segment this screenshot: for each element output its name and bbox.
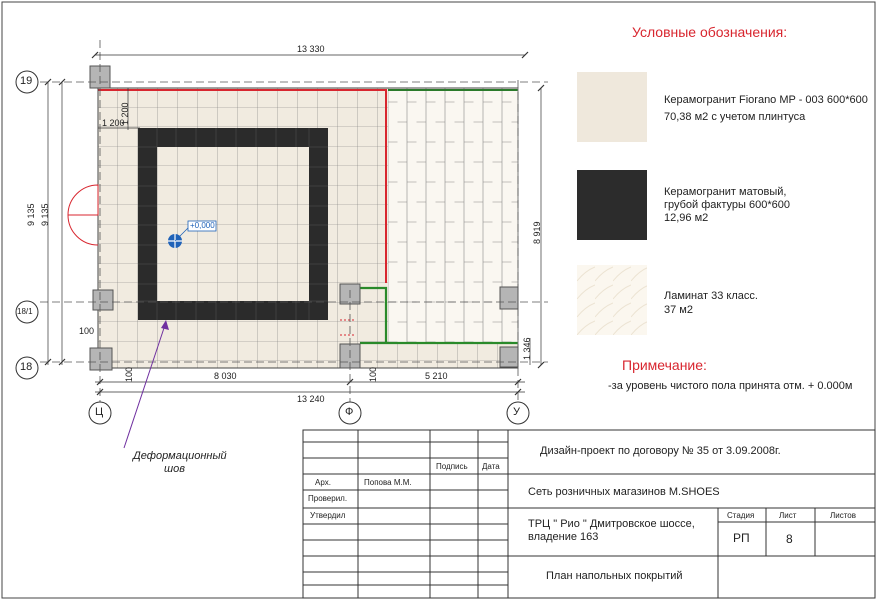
dim-100-bottom-a: 100 [124, 366, 134, 382]
stamp-row-arch: Арх. [315, 478, 331, 487]
stamp-h-sheet: Лист [779, 511, 797, 520]
stamp-sheet: 8 [786, 532, 793, 546]
axis-18: 18 [20, 361, 33, 373]
stamp-row-check: Проверил. [308, 494, 348, 503]
level-mark-label: +0,000 [190, 221, 215, 230]
axis-18-1: 18/1 [17, 307, 33, 316]
dim-1200-v: 1 200 [120, 102, 130, 125]
stamp-sheet-title: План напольных покрытий [546, 570, 683, 582]
dim-100-bottom-b: 100 [368, 366, 378, 382]
legend-swatch-laminate [577, 265, 647, 335]
legend-item-1-line1: Керамогранит Fiorano MP - 003 600*600 [664, 94, 868, 106]
stamp-row-approve: Утвердил [310, 511, 346, 520]
axis-c: Ц [95, 406, 104, 418]
legend-item-2-line3: 12,96 м2 [664, 212, 709, 224]
stamp-h-sheets: Листов [830, 511, 856, 520]
dim-left-inner: 9 135 [40, 203, 50, 226]
stamp-client: Сеть розничных магазинов M.SHOES [528, 486, 720, 498]
axis-f: Ф [345, 406, 354, 418]
laminate-area [388, 88, 518, 343]
joint-label-line1: Деформационный [133, 450, 227, 462]
dim-bottom-right: 5 210 [425, 371, 448, 381]
note-text: -за уровень чистого пола принята отм. + 0.000м [608, 380, 853, 392]
legend-item-2-line2: грубой фактуры 600*600 [664, 199, 790, 211]
dim-right: 8 919 [532, 221, 542, 244]
legend-swatch-dark-ceramic [577, 170, 647, 240]
ceramic-strip-bottom [358, 343, 518, 368]
dim-bottom-left: 8 030 [214, 371, 237, 381]
stamp-col-date: Дата [482, 462, 500, 471]
dim-100-left: 100 [79, 326, 95, 336]
legend-item-2-line1: Керамогранит матовый, [664, 186, 787, 198]
joint-label-line2: шов [164, 463, 185, 475]
legend-item-3-line1: Ламинат 33 класс. [664, 290, 758, 302]
stamp-object-line2: владение 163 [528, 531, 599, 543]
axis-u: У [513, 406, 520, 418]
door [68, 185, 98, 245]
stamp-col-sign: Подпись [436, 462, 468, 471]
legend-item-3-line2: 37 м2 [664, 304, 693, 316]
stamp-stage: РП [733, 531, 750, 545]
axis-19: 19 [20, 75, 33, 87]
dim-top: 13 330 [297, 44, 325, 54]
note-title: Примечание: [622, 357, 707, 373]
dim-right-small: 1 346 [522, 337, 532, 360]
dim-left-outer: 9 135 [26, 203, 36, 226]
legend-item-1-line2: 70,38 м2 с учетом плинтуса [664, 111, 806, 123]
dim-1200-h: 1 200 [102, 118, 125, 128]
dim-bottom-total: 13 240 [297, 394, 325, 404]
stamp-project: Дизайн-проект по договору № 35 от 3.09.2008г. [540, 445, 781, 457]
stamp-arch-name: Попова М.М. [364, 478, 412, 487]
legend-title: Условные обозначения: [632, 24, 788, 40]
stamp-h-stage: Стадия [727, 511, 755, 520]
legend-swatch-ceramic [577, 72, 647, 142]
stamp-object-line1: ТРЦ " Рио " Дмитровское шоссе, [528, 518, 695, 530]
